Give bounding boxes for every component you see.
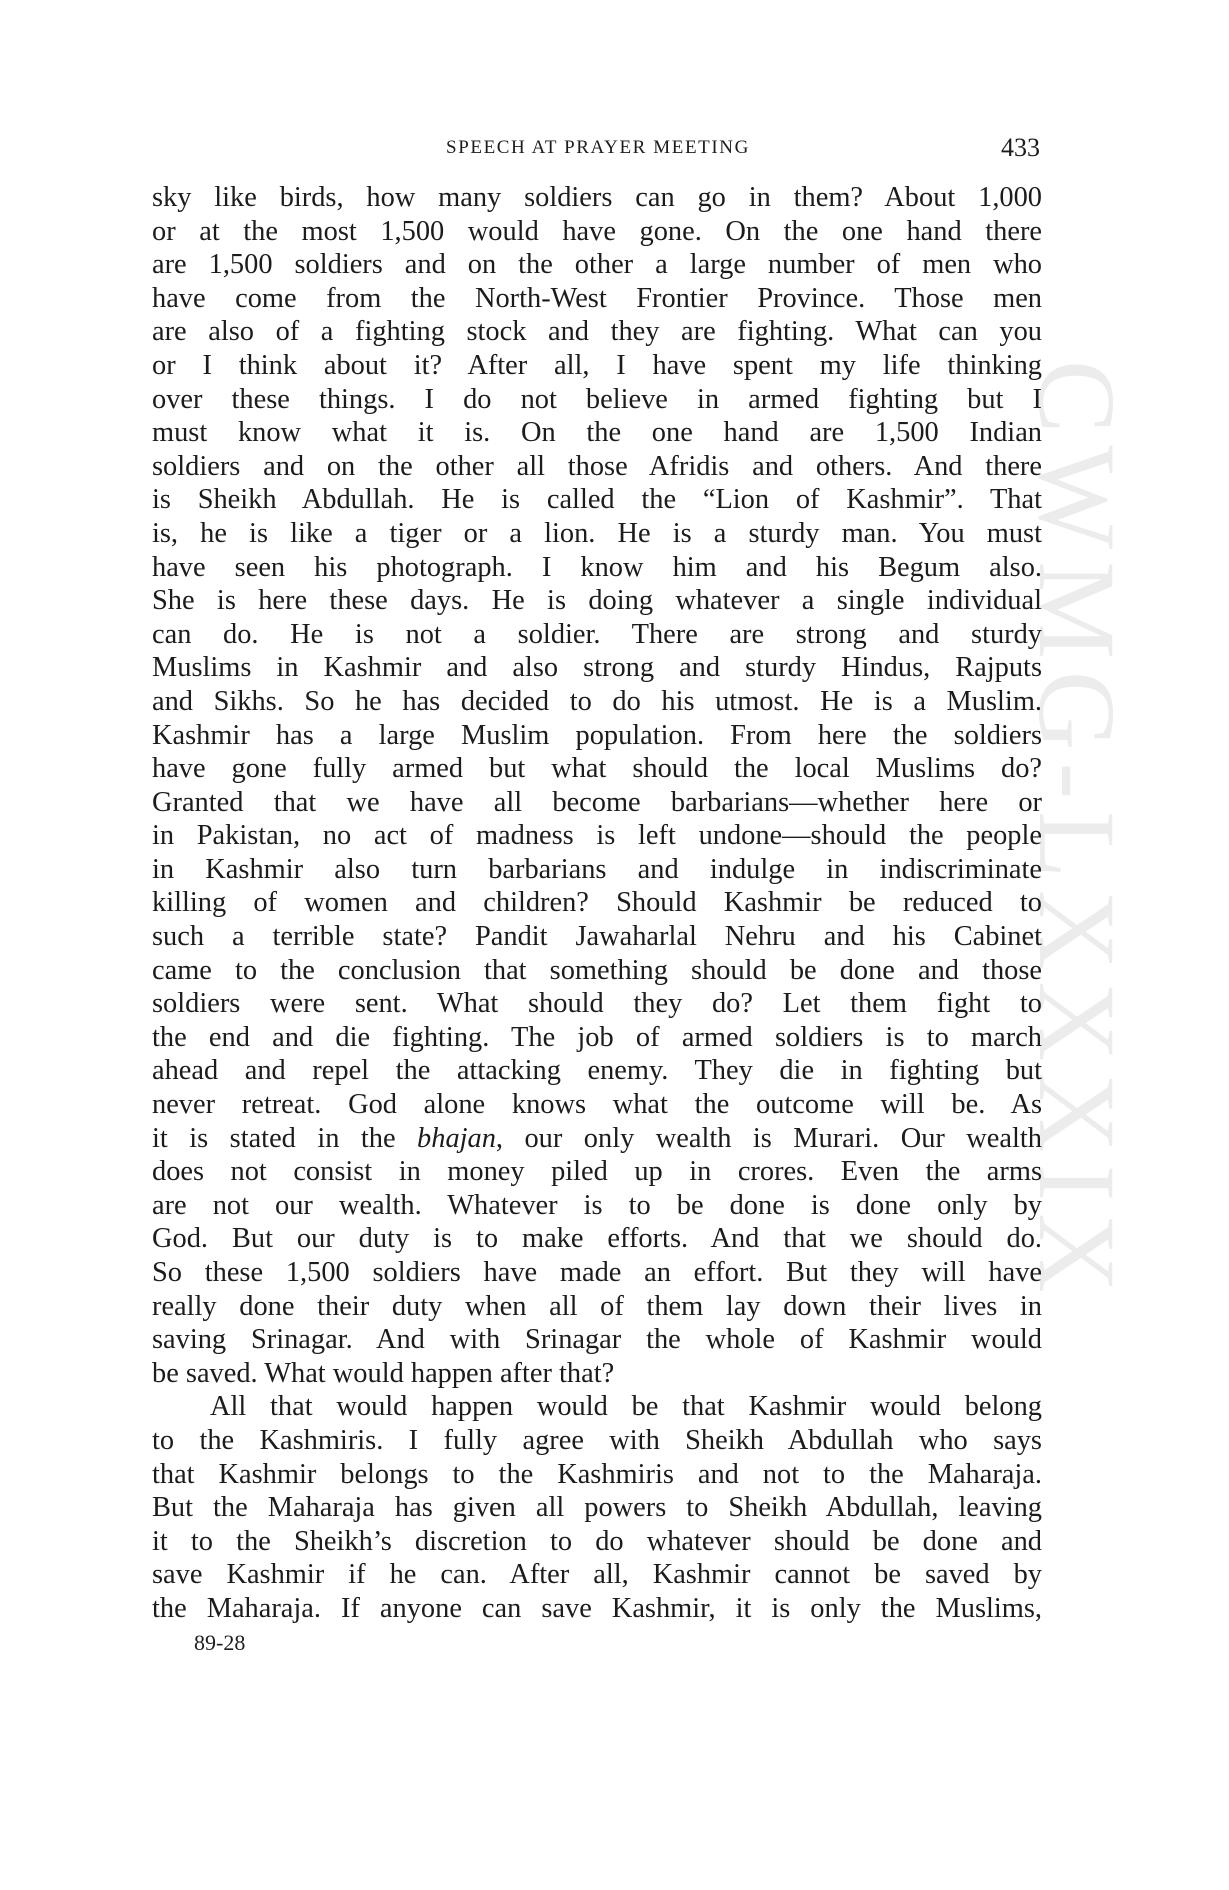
text-line: really done their duty when all of them lay down their lives in <box>152 1290 1042 1322</box>
text-line: are 1,500 soldiers and on the other a large number of men who <box>152 249 1042 281</box>
text-line: So these 1,500 soldiers have made an effort. But they will have <box>152 1257 1042 1288</box>
text-line <box>152 1122 1042 1156</box>
watermark-text: CWMG-LXXXIX <box>1016 360 1138 1305</box>
text-line: killing of women and children? Should Kashmir be reduced to <box>152 887 1042 919</box>
text-line: came to the conclusion that something should be done and those <box>152 954 1042 986</box>
text-line: the Maharaja. If anyone can save Kashmir, it is only the Muslims, <box>152 1592 1042 1624</box>
text-fragment: it is stated in the <box>152 1122 418 1154</box>
text-line: have seen his photograph. I know him and his Begum also. <box>152 551 1042 583</box>
text-line: save Kashmir if he can. After all, Kashmir cannot be saved by <box>152 1559 1042 1591</box>
running-title: SPEECH AT PRAYER MEETING <box>446 137 750 158</box>
text-fragment: , our only wealth is Murari. Our wealth <box>495 1122 1042 1154</box>
text-line: have come from the North-West Frontier Province. Those men <box>152 282 1042 314</box>
text-line: it to the Sheikh’s discretion to do whatever should be done and <box>152 1525 1042 1557</box>
text-line: God. But our duty is to make efforts. And that we should do. <box>152 1223 1042 1255</box>
running-head <box>152 133 1044 169</box>
text-line: is Sheikh Abdullah. He is called the “Lion of Kashmir”. That <box>152 484 1042 516</box>
text-line: the end and die fighting. The job of armed soldiers is to march <box>152 1021 1042 1053</box>
text-line: in Kashmir also turn barbarians and indulge in indiscriminate <box>152 853 1042 885</box>
text-line: over these things. I do not believe in armed fighting but I <box>152 383 1042 415</box>
text-line: be saved. What would happen after that? <box>152 1357 615 1389</box>
text-line: that Kashmir belongs to the Kashmiris and not to the Maharaja. <box>152 1458 1042 1490</box>
text-line: All that would happen would be that Kashmir would belong <box>210 1391 1042 1423</box>
text-line: does not consist in money piled up in crores. Even the arms <box>152 1156 1042 1188</box>
text-line: Granted that we have all become barbarians—whether here or <box>152 786 1042 818</box>
text-line: ahead and repel the attacking enemy. They die in fighting but <box>152 1055 1042 1087</box>
text-line: or at the most 1,500 would have gone. On the one hand there <box>152 215 1042 247</box>
page-number: 433 <box>1001 133 1040 162</box>
text-line: are not our wealth. Whatever is to be done is done only by <box>152 1189 1042 1221</box>
text-line: in Pakistan, no act of madness is left undone—should the people <box>152 820 1042 852</box>
text-line: soldiers were sent. What should they do? Let them fight to <box>152 988 1042 1020</box>
text-line: saving Srinagar. And with Srinagar the whole of Kashmir would <box>152 1324 1042 1356</box>
text-line: Kashmir has a large Muslim population. From here the soldiers <box>152 719 1042 751</box>
text-line: and Sikhs. So he has decided to do his utmost. He is a Muslim. <box>152 685 1042 717</box>
text-line: But the Maharaja has given all powers to Sheikh Abdullah, leaving <box>152 1492 1042 1524</box>
text-line: never retreat. God alone knows what the outcome will be. As <box>152 1089 1042 1121</box>
text-line: or I think about it? After all, I have spent my life thinking <box>152 349 1042 381</box>
text-line: She is here these days. He is doing whatever a single individual <box>152 585 1042 617</box>
body-text <box>152 181 1042 1626</box>
signature-code: 89-28 <box>194 1630 246 1655</box>
text-line: Muslims in Kashmir and also strong and sturdy Hindus, Rajputs <box>152 652 1042 684</box>
text-line: have gone fully armed but what should the local Muslims do? <box>152 753 1042 785</box>
text-line: are also of a fighting stock and they are fighting. What can you <box>152 316 1042 348</box>
text-line: must know what it is. On the one hand are 1,500 Indian <box>152 417 1042 449</box>
text-line: is, he is like a tiger or a lion. He is a sturdy man. You must <box>152 517 1042 549</box>
italic-term: bhajan <box>417 1122 496 1154</box>
text-line: to the Kashmiris. I fully agree with Sheikh Abdullah who says <box>152 1424 1042 1456</box>
text-line: sky like birds, how many soldiers can go in them? About 1,000 <box>152 182 1042 213</box>
text-line: such a terrible state? Pandit Jawaharlal Nehru and his Cabinet <box>152 921 1042 953</box>
text-line: soldiers and on the other all those Afridis and others. And there <box>152 450 1042 482</box>
text-line: can do. He is not a soldier. There are strong and sturdy <box>152 618 1042 650</box>
